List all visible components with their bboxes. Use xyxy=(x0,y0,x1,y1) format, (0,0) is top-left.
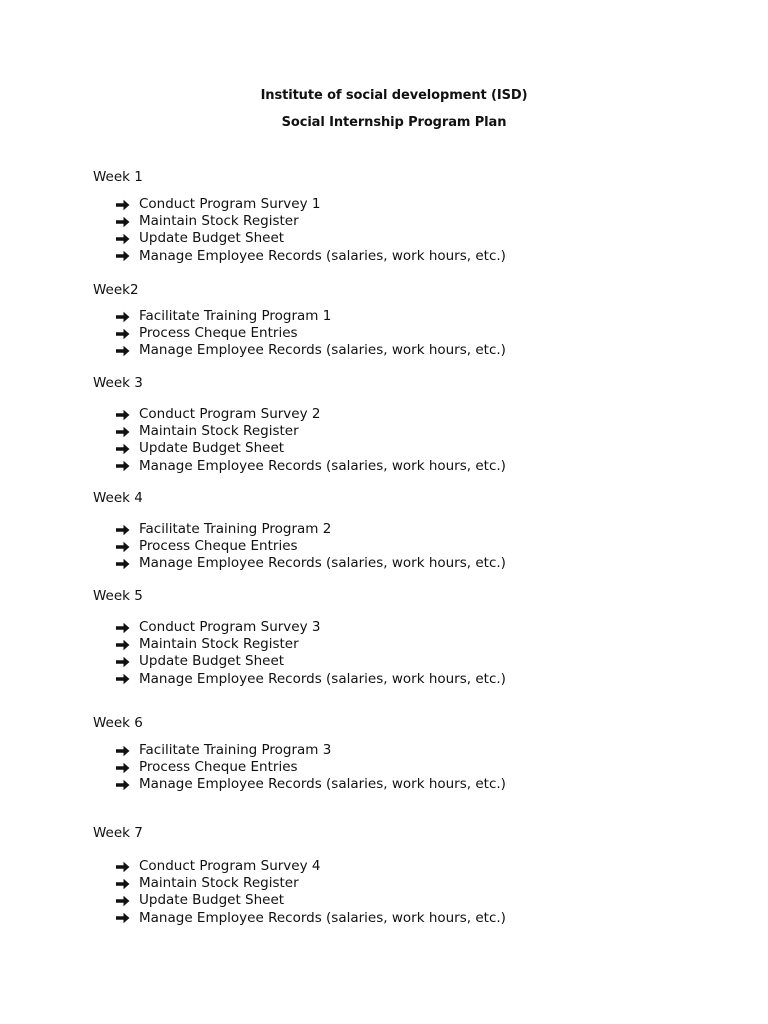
arrow-right-icon xyxy=(116,199,130,211)
list-item-text: Process Cheque Entries xyxy=(139,759,298,776)
list-item xyxy=(116,440,284,457)
list-item xyxy=(116,308,331,325)
arrow-right-icon xyxy=(116,673,130,685)
list-item-text: Conduct Program Survey 2 xyxy=(139,406,321,422)
list-item xyxy=(116,653,284,670)
arrow-right-icon xyxy=(116,426,130,438)
arrow-right-icon xyxy=(116,250,130,262)
week-heading: Week 1 xyxy=(93,169,143,185)
arrow-right-icon xyxy=(116,622,130,634)
arrow-right-icon xyxy=(116,895,130,907)
week-heading: Week 3 xyxy=(93,375,143,391)
list-item-text: Maintain Stock Register xyxy=(139,423,299,440)
list-item-text: Facilitate Training Program 3 xyxy=(139,742,332,758)
list-item-text: Manage Employee Records (salaries, work hours, etc.) xyxy=(139,342,506,359)
list-item xyxy=(116,458,506,475)
list-item-text: Process Cheque Entries xyxy=(139,538,298,555)
list-item xyxy=(116,196,320,213)
arrow-right-icon xyxy=(116,656,130,668)
list-item xyxy=(116,521,331,538)
document-title: Institute of social development (ISD) xyxy=(260,88,528,103)
arrow-right-icon xyxy=(116,216,130,228)
list-item-text: Conduct Program Survey 4 xyxy=(139,858,321,874)
list-item xyxy=(116,875,299,892)
arrow-right-icon xyxy=(116,328,130,340)
arrow-right-icon xyxy=(116,443,130,455)
arrow-right-icon xyxy=(116,878,130,890)
week-heading: Week 7 xyxy=(93,825,143,841)
arrow-right-icon xyxy=(116,311,130,323)
list-item-text: Conduct Program Survey 3 xyxy=(139,619,321,635)
list-item xyxy=(116,776,506,793)
list-item xyxy=(116,742,331,759)
list-item-text: Maintain Stock Register xyxy=(139,636,299,653)
arrow-right-icon xyxy=(116,524,130,536)
list-item-text: Update Budget Sheet xyxy=(139,653,285,670)
list-item-text: Manage Employee Records (salaries, work hours, etc.) xyxy=(139,909,506,926)
list-item xyxy=(116,619,320,636)
week-heading: Week2 xyxy=(93,282,139,298)
list-item xyxy=(116,671,506,688)
list-item xyxy=(116,555,506,572)
list-item xyxy=(116,892,284,909)
week-heading: Week 6 xyxy=(93,715,143,731)
arrow-right-icon xyxy=(116,233,130,245)
list-item-text: Facilitate Training Program 1 xyxy=(139,308,332,324)
arrow-right-icon xyxy=(116,460,130,472)
list-item xyxy=(116,248,506,265)
arrow-right-icon xyxy=(116,639,130,651)
arrow-right-icon xyxy=(116,558,130,570)
list-item-text: Manage Employee Records (salaries, work hours, etc.) xyxy=(139,555,506,572)
list-item-text: Process Cheque Entries xyxy=(139,325,298,342)
list-item xyxy=(116,910,506,927)
list-item xyxy=(116,213,299,230)
list-item xyxy=(116,325,298,342)
list-item-text: Conduct Program Survey 1 xyxy=(139,196,321,212)
list-item-text: Manage Employee Records (salaries, work hours, etc.) xyxy=(139,776,506,793)
list-item xyxy=(116,538,298,555)
list-item xyxy=(116,406,320,423)
list-item-text: Maintain Stock Register xyxy=(139,875,299,892)
list-item xyxy=(116,858,320,875)
list-item-text: Manage Employee Records (salaries, work hours, etc.) xyxy=(139,247,506,264)
arrow-right-icon xyxy=(116,762,130,774)
list-item xyxy=(116,636,299,653)
arrow-right-icon xyxy=(116,912,130,924)
list-item xyxy=(116,423,299,440)
list-item xyxy=(116,230,284,247)
list-item xyxy=(116,342,506,359)
arrow-right-icon xyxy=(116,861,130,873)
arrow-right-icon xyxy=(116,409,130,421)
document-subtitle: Social Internship Program Plan xyxy=(281,115,507,130)
list-item-text: Manage Employee Records (salaries, work hours, etc.) xyxy=(139,457,506,474)
list-item xyxy=(116,759,298,776)
week-heading: Week 5 xyxy=(93,588,143,604)
list-item-text: Maintain Stock Register xyxy=(139,213,299,230)
week-heading: Week 4 xyxy=(93,490,143,506)
arrow-right-icon xyxy=(116,345,130,357)
list-item-text: Update Budget Sheet xyxy=(139,440,285,457)
arrow-right-icon xyxy=(116,745,130,757)
arrow-right-icon xyxy=(116,779,130,791)
list-item-text: Facilitate Training Program 2 xyxy=(139,521,332,537)
list-item-text: Update Budget Sheet xyxy=(139,230,285,247)
list-item-text: Manage Employee Records (salaries, work hours, etc.) xyxy=(139,670,506,687)
arrow-right-icon xyxy=(116,541,130,553)
list-item-text: Update Budget Sheet xyxy=(139,892,285,909)
